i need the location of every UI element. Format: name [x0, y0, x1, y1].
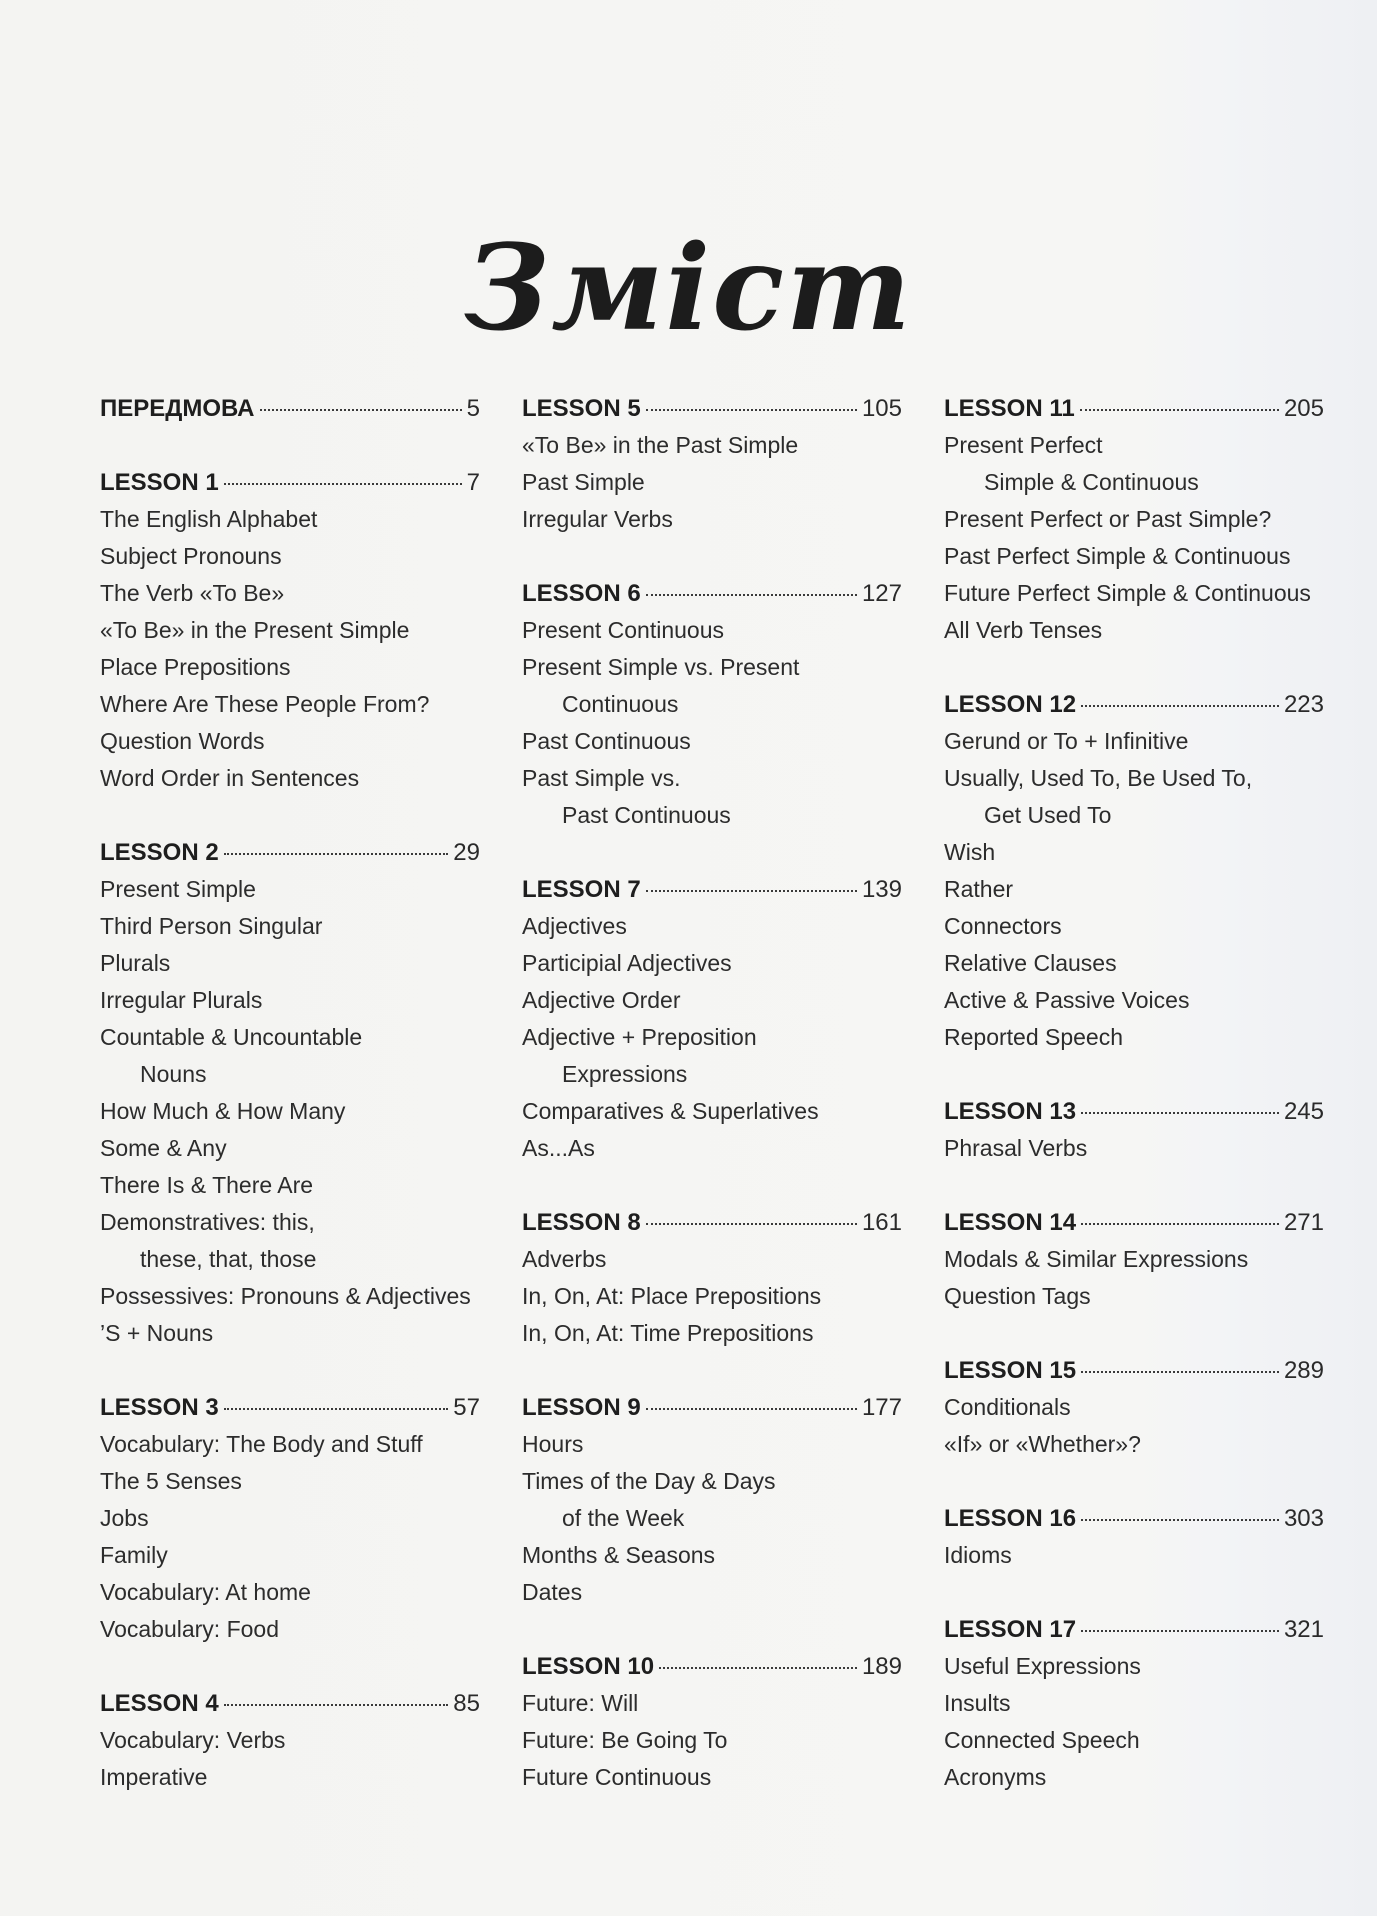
toc-entry: Present Simple — [100, 876, 256, 902]
section-title: ПЕРЕДМОВА — [100, 395, 255, 422]
section-title: LESSON 7 — [522, 876, 641, 903]
section-title: LESSON 16 — [944, 1505, 1077, 1532]
toc-entry: Useful Expressions — [944, 1653, 1141, 1679]
toc-section-heading — [100, 834, 480, 871]
toc-entry: Conditionals — [944, 1394, 1071, 1420]
section-page-number: 85 — [453, 1690, 480, 1717]
toc-entry: Present Continuous — [522, 617, 725, 643]
toc-section-heading — [100, 390, 480, 427]
toc-section — [522, 390, 902, 538]
toc-entry: Past Perfect Simple & Continuous — [944, 543, 1291, 569]
toc-entry: of the Week — [562, 1505, 685, 1531]
toc-entry: Question Words — [100, 728, 265, 754]
toc-section-heading — [944, 1352, 1324, 1389]
toc-entry: these, that, those — [140, 1246, 317, 1272]
toc-section-heading — [522, 1389, 902, 1426]
toc-entry: Irregular Plurals — [100, 987, 263, 1013]
section-title: LESSON 15 — [944, 1357, 1077, 1384]
toc-entry: Adjective Order — [522, 987, 681, 1013]
toc-entry: Get Used To — [984, 802, 1112, 828]
toc-entry: Vocabulary: At home — [100, 1579, 311, 1605]
toc-entry: Months & Seasons — [522, 1542, 716, 1568]
toc-section — [944, 1500, 1324, 1574]
toc-section — [522, 1648, 902, 1796]
toc-section-heading — [522, 871, 902, 908]
toc-entry: Acronyms — [944, 1764, 1047, 1790]
toc-section — [944, 1204, 1324, 1315]
toc-section — [522, 575, 902, 834]
dot-leader — [1081, 1223, 1279, 1225]
toc-entry: As...As — [522, 1135, 595, 1161]
toc-entry: Modals & Similar Expressions — [944, 1246, 1249, 1272]
toc-entry: Dates — [522, 1579, 583, 1605]
toc-entry: Future: Be Going To — [522, 1727, 728, 1753]
toc-entry: «To Be» in the Present Simple — [100, 617, 410, 643]
toc-section — [100, 1389, 480, 1648]
toc-section-heading — [944, 1204, 1324, 1241]
section-page-number: 177 — [861, 1394, 902, 1421]
toc-entry: Irregular Verbs — [522, 506, 673, 532]
dot-leader — [646, 409, 857, 411]
toc-entry: Third Person Singular — [100, 913, 323, 939]
section-title: LESSON 4 — [100, 1690, 219, 1717]
toc-entry: Some & Any — [100, 1135, 227, 1161]
toc-entry: Gerund or To + Infinitive — [944, 728, 1189, 754]
section-page-number: 289 — [1283, 1357, 1324, 1384]
toc-entry: All Verb Tenses — [944, 617, 1103, 643]
toc-entry: Continuous — [562, 691, 679, 717]
toc-section — [100, 390, 480, 427]
toc-section-heading — [944, 686, 1324, 723]
toc-section — [944, 390, 1324, 649]
toc-entry: Usually, Used To, Be Used To, — [944, 765, 1253, 791]
dot-leader — [1081, 705, 1279, 707]
section-page-number: 245 — [1283, 1098, 1324, 1125]
section-title: LESSON 11 — [944, 395, 1075, 422]
toc-section-heading — [522, 1204, 902, 1241]
section-page-number: 271 — [1283, 1209, 1324, 1236]
toc-entry: «If» or «Whether»? — [944, 1431, 1141, 1457]
toc-section — [100, 834, 480, 1352]
section-title: LESSON 13 — [944, 1098, 1077, 1125]
section-page-number: 205 — [1283, 395, 1324, 422]
section-title: LESSON 17 — [944, 1616, 1077, 1643]
toc-section — [522, 871, 902, 1167]
toc-entry: Where Are These People From? — [100, 691, 430, 717]
dot-leader — [646, 1408, 857, 1410]
dot-leader — [646, 1223, 857, 1225]
section-title: LESSON 8 — [522, 1209, 641, 1236]
dot-leader — [224, 1704, 449, 1706]
toc-section-heading — [944, 1500, 1324, 1537]
toc-section — [944, 1611, 1324, 1796]
toc-entry: ’S + Nouns — [100, 1320, 214, 1346]
dot-leader — [224, 1408, 449, 1410]
toc-section-heading — [522, 390, 902, 427]
toc-entry: Past Continuous — [522, 728, 691, 754]
section-title: LESSON 1 — [100, 469, 219, 496]
toc-section — [944, 1352, 1324, 1463]
toc-entry: Word Order in Sentences — [100, 765, 360, 791]
dot-leader — [646, 890, 857, 892]
toc-entry: How Much & How Many — [100, 1098, 346, 1124]
toc-entry: Countable & Uncountable — [100, 1024, 363, 1050]
toc-entry: Adjective + Preposition — [522, 1024, 757, 1050]
toc-section-heading — [944, 1611, 1324, 1648]
toc-section-heading — [944, 1093, 1324, 1130]
toc-entry: There Is & There Are — [100, 1172, 314, 1198]
section-page-number: 303 — [1283, 1505, 1324, 1532]
toc-section — [944, 686, 1324, 1056]
toc-entry: The English Alphabet — [100, 506, 318, 532]
toc-entry: Rather — [944, 876, 1014, 902]
toc-section-heading — [944, 390, 1324, 427]
dot-leader — [1081, 1371, 1279, 1373]
toc-entry: Future Continuous — [522, 1764, 712, 1790]
toc-entry: The Verb «To Be» — [100, 580, 285, 606]
section-page-number: 29 — [453, 839, 480, 866]
toc-entry: In, On, At: Place Prepositions — [522, 1283, 822, 1309]
toc-entry: Imperative — [100, 1764, 208, 1790]
toc-entry: Active & Passive Voices — [944, 987, 1190, 1013]
dot-leader — [260, 409, 462, 411]
section-page-number: 5 — [466, 395, 480, 422]
toc-section-heading — [100, 1685, 480, 1722]
toc-entry: Possessives: Pronouns & Adjectives — [100, 1283, 471, 1309]
section-page-number: 57 — [453, 1394, 480, 1421]
section-page-number: 189 — [861, 1653, 902, 1680]
toc-entry: Insults — [944, 1690, 1011, 1716]
toc-section — [944, 1093, 1324, 1167]
toc-entry: Place Prepositions — [100, 654, 291, 680]
toc-entry: Past Continuous — [562, 802, 731, 828]
toc-section — [522, 1389, 902, 1611]
toc-entry: Subject Pronouns — [100, 543, 282, 569]
toc-entry: Future: Will — [522, 1690, 639, 1716]
toc-entry: Phrasal Verbs — [944, 1135, 1088, 1161]
toc-column-3 — [944, 390, 1324, 1833]
toc-entry: Adjectives — [522, 913, 627, 939]
dot-leader — [1081, 1112, 1279, 1114]
toc-entry: Reported Speech — [944, 1024, 1124, 1050]
dot-leader — [224, 483, 462, 485]
section-page-number: 223 — [1283, 691, 1324, 718]
toc-entry: In, On, At: Time Prepositions — [522, 1320, 814, 1346]
toc-section-heading — [100, 464, 480, 501]
toc-section — [100, 1685, 480, 1796]
dot-leader — [1081, 1519, 1279, 1521]
section-title: LESSON 9 — [522, 1394, 641, 1421]
toc-section — [100, 464, 480, 797]
toc-entry: Connected Speech — [944, 1727, 1140, 1753]
toc-section-heading — [522, 575, 902, 612]
section-title: LESSON 6 — [522, 580, 641, 607]
toc-entry: Demonstratives: this, — [100, 1209, 315, 1235]
toc-entry: Times of the Day & Days — [522, 1468, 776, 1494]
toc-entry: Hours — [522, 1431, 584, 1457]
toc-entry: Wish — [944, 839, 996, 865]
toc-entry: Present Perfect or Past Simple? — [944, 506, 1272, 532]
toc-entry: Participial Adjectives — [522, 950, 732, 976]
section-page-number: 105 — [861, 395, 902, 422]
section-page-number: 127 — [861, 580, 902, 607]
toc-entry: Vocabulary: The Body and Stuff — [100, 1431, 423, 1457]
toc-entry: Idioms — [944, 1542, 1012, 1568]
toc-entry: The 5 Senses — [100, 1468, 242, 1494]
toc-entry: Expressions — [562, 1061, 688, 1087]
dot-leader — [1081, 1630, 1279, 1632]
toc-entry: Nouns — [140, 1061, 207, 1087]
dot-leader — [224, 853, 449, 855]
toc-entry: Present Perfect — [944, 432, 1103, 458]
toc-section — [522, 1204, 902, 1352]
dot-leader — [646, 594, 857, 596]
page-title: Зміст — [464, 218, 913, 358]
toc-entry: Question Tags — [944, 1283, 1091, 1309]
toc-entry: Family — [100, 1542, 168, 1568]
toc-entry: Comparatives & Superlatives — [522, 1098, 819, 1124]
toc-entry: Present Simple vs. Present — [522, 654, 800, 680]
section-title: LESSON 10 — [522, 1653, 655, 1680]
section-page-number: 139 — [861, 876, 902, 903]
toc-entry: Adverbs — [522, 1246, 607, 1272]
section-page-number: 321 — [1283, 1616, 1324, 1643]
toc-entry: Past Simple — [522, 469, 645, 495]
toc-entry: Future Perfect Simple & Continuous — [944, 580, 1311, 606]
toc-entry: Connectors — [944, 913, 1062, 939]
dot-leader — [659, 1667, 857, 1669]
section-title: LESSON 5 — [522, 395, 641, 422]
section-page-number: 161 — [861, 1209, 902, 1236]
section-page-number: 7 — [466, 469, 480, 496]
toc-entry: Plurals — [100, 950, 171, 976]
toc-section-heading — [522, 1648, 902, 1685]
toc-section-heading — [100, 1389, 480, 1426]
section-title: LESSON 3 — [100, 1394, 219, 1421]
section-title: LESSON 14 — [944, 1209, 1077, 1236]
toc-entry: Relative Clauses — [944, 950, 1117, 976]
toc-entry: Simple & Continuous — [984, 469, 1199, 495]
toc-entry: «To Be» in the Past Simple — [522, 432, 799, 458]
section-title: LESSON 12 — [944, 691, 1077, 718]
dot-leader — [1080, 409, 1279, 411]
toc-column-1 — [100, 390, 480, 1833]
section-title: LESSON 2 — [100, 839, 219, 866]
toc-entry: Vocabulary: Food — [100, 1616, 280, 1642]
toc-entry: Past Simple vs. — [522, 765, 681, 791]
toc-entry: Jobs — [100, 1505, 149, 1531]
toc-column-2 — [522, 390, 902, 1833]
toc-entry: Vocabulary: Verbs — [100, 1727, 286, 1753]
